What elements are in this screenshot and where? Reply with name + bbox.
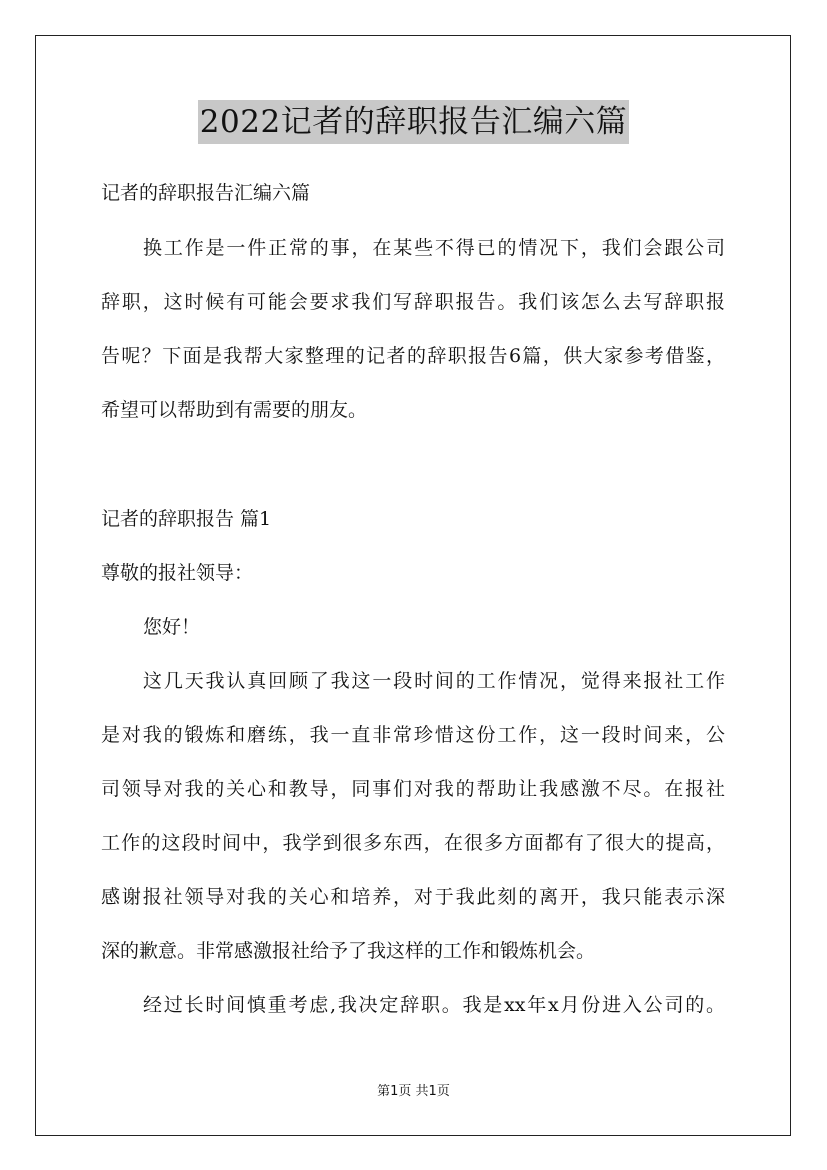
body-line: 是对我的锻炼和磨练，我一直非常珍惜这份工作，这一段时间来，公 [101,724,725,746]
intro-line: 告呢？下面是我帮大家整理的记者的辞职报告6篇，供大家参考借鉴， [101,345,725,367]
document-title-text: 2022记者的辞职报告汇编六篇 [198,100,629,144]
page-footer [0,1083,827,1101]
document-subtitle: 记者的辞职报告汇编六篇 [101,182,311,204]
body-line: 这几天我认真回顾了我这一段时间的工作情况，觉得来报社工作 [143,670,725,692]
intro-line: 希望可以帮助到有需要的朋友。 [101,399,368,421]
body-line: 感谢报社领导对我的关心和培养，对于我此刻的离开，我只能表示深 [101,886,725,908]
page-number: 第1页 共1页 [377,1084,450,1099]
body-line: 工作的这段时间中，我学到很多东西，在很多方面都有了很大的提高， [101,832,725,854]
intro-line: 辞职，这时候有可能会要求我们写辞职报告。我们该怎么去写辞职报 [101,291,725,313]
body-line: 司领导对我的关心和教导，同事们对我的帮助让我感激不尽。在报社 [101,778,725,800]
salutation: 尊敬的报社领导： [101,562,254,584]
section-heading: 记者的辞职报告 篇1 [101,508,272,530]
greeting: 您好！ [143,616,201,638]
body-line: 深的歉意。非常感激报社给予了我这样的工作和锻炼机会。 [101,940,596,962]
body-line: 经过长时间慎重考虑,我决定辞职。我是xx年x月份进入公司的。 [143,994,725,1016]
document-title [0,100,827,144]
intro-line: 换工作是一件正常的事，在某些不得已的情况下，我们会跟公司 [143,237,725,259]
